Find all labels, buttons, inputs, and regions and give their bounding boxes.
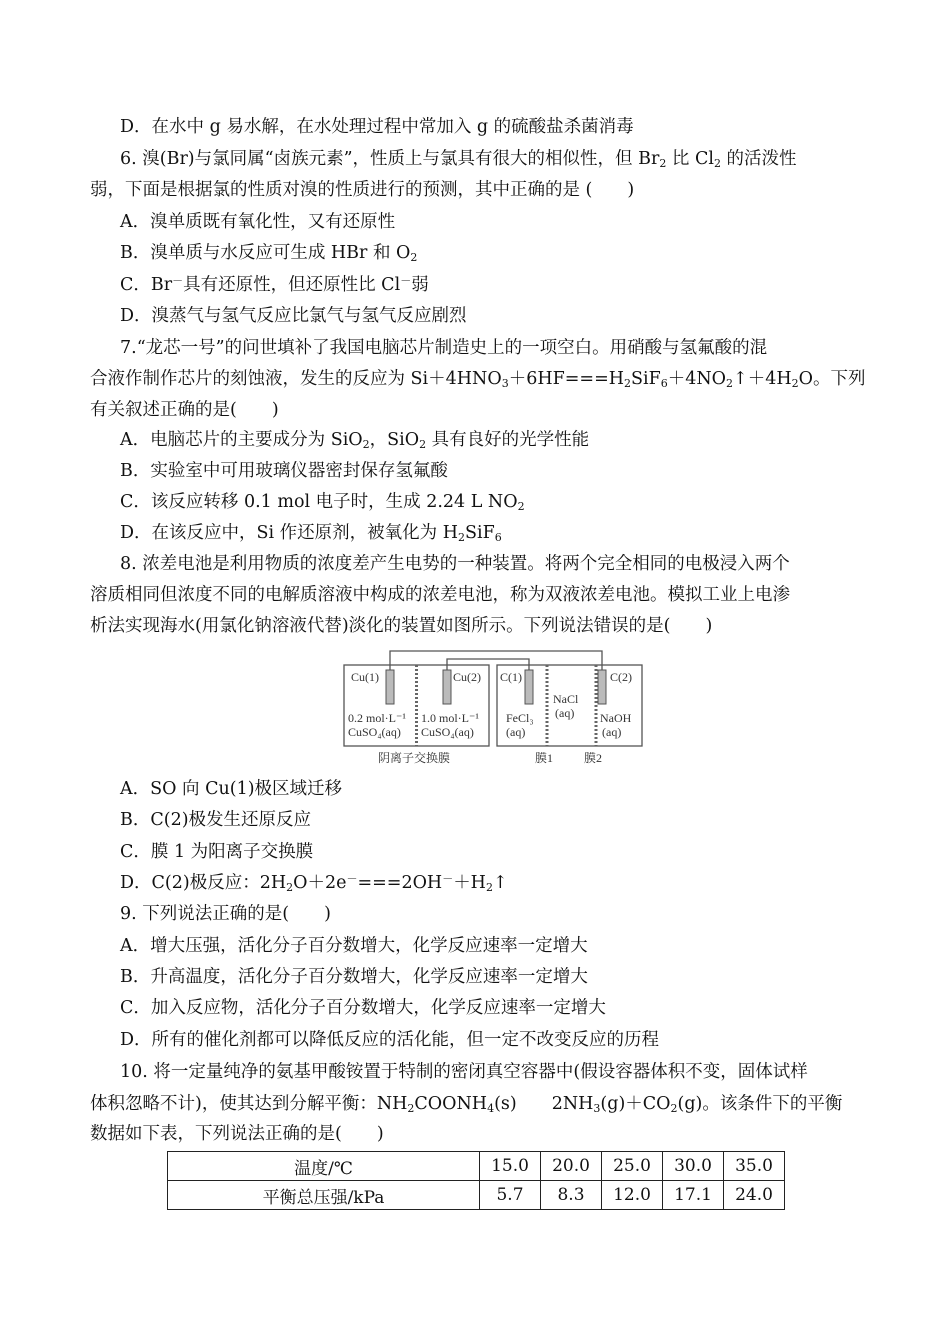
q7-option-d: D．在该反应中，Si 作还原剂，被氧化为 $H_2SiF_6$ bbox=[120, 523, 502, 544]
q9-option-a: A．增大压强，活化分子百分数增大，化学反应速率一定增大 bbox=[120, 936, 588, 956]
q10-stem-line3: 数据如下表，下列说法正确的是( ) bbox=[90, 1124, 384, 1144]
table-cell: 35.0 bbox=[724, 1152, 785, 1181]
q6-stem-line1: 6. 溴(Br)与氯同属“卤族元素”，性质上与氯具有很大的相似性，但 $Br_2$ 比 $Cl_2$ 的活泼性 bbox=[120, 149, 797, 170]
q8-stem-line3: 析法实现海水(用氯化钠溶液代替)淡化的装置如图所示。下列说法错误的是( ) bbox=[90, 616, 713, 636]
outer-wire bbox=[390, 651, 602, 671]
q9-stem: 9. 下列说法正确的是( ) bbox=[120, 904, 331, 924]
q8-stem-line2: 溶质相同但浓度不同的电解质溶液中构成的浓差电池，称为双液浓差电池。模拟工业上电渗 bbox=[90, 585, 790, 605]
q8-option-d: D．C(2)极反应：$2H_2O+2e^-===2OH^-+H_2↑$ bbox=[120, 872, 508, 894]
q7-stem-line2: 合液作制作芯片的刻蚀液，发生的反应为 $Si+4HNO_3+6HF===H_2SiF_6+4NO_2↑+4H_2O$。下列 bbox=[90, 369, 866, 390]
label-cu2: Cu(2) bbox=[453, 670, 481, 684]
concentration-cell-diagram bbox=[342, 643, 645, 768]
table-cell: 8.3 bbox=[541, 1181, 602, 1210]
table-cell: 20.0 bbox=[541, 1152, 602, 1181]
q6-option-d: D．溴蒸气与氢气反应比氯气与氢气反应剧烈 bbox=[120, 306, 467, 326]
label-c1: C(1) bbox=[500, 670, 522, 684]
table-row-temperature bbox=[168, 1152, 785, 1181]
label-conc1: 0.2 mol·L⁻¹ bbox=[348, 711, 406, 725]
label-fecl3: FeCl₃ bbox=[506, 711, 534, 725]
q6-option-a: A．溴单质既有氧化性，又有还原性 bbox=[120, 212, 396, 232]
table-header-temperature: 温度/℃ bbox=[168, 1152, 480, 1181]
equilibrium-data-table bbox=[167, 1151, 785, 1210]
q8-option-c: C．膜 1 为阳离子交换膜 bbox=[120, 842, 314, 862]
q6-option-b: B．溴单质与水反应可生成 HBr 和 $O_2$ bbox=[120, 243, 418, 264]
electrode-c2 bbox=[598, 670, 606, 704]
q6-stem-line2: 弱，下面是根据氯的性质对溴的性质进行的预测，其中正确的是 ( ) bbox=[90, 180, 635, 200]
table-row-pressure bbox=[168, 1181, 785, 1210]
label-membrane-2: 膜2 bbox=[584, 751, 603, 765]
table-cell: 15.0 bbox=[480, 1152, 541, 1181]
table-cell: 24.0 bbox=[724, 1181, 785, 1210]
table-cell: 17.1 bbox=[663, 1181, 724, 1210]
label-naoh: NaOH bbox=[600, 711, 632, 725]
q9-option-d: D．所有的催化剂都可以降低反应的活化能，但一定不改变反应的历程 bbox=[120, 1030, 660, 1050]
electrode-cu1 bbox=[386, 670, 394, 704]
label-fecl3-aq: (aq) bbox=[506, 725, 526, 739]
table-cell: 5.7 bbox=[480, 1181, 541, 1210]
q8-option-b: B．C(2)极发生还原反应 bbox=[120, 810, 312, 830]
label-c2: C(2) bbox=[610, 670, 632, 684]
label-membrane-1: 膜1 bbox=[535, 751, 554, 765]
label-sol2: CuSO₄(aq) bbox=[421, 725, 474, 739]
electrode-c1 bbox=[525, 670, 533, 704]
label-nacl-aq: (aq) bbox=[555, 706, 575, 720]
q7-option-c: C．该反应转移 0.1 mol 电子时，生成 2.24 L $NO_2$ bbox=[120, 492, 525, 513]
q7-option-b: B．实验室中可用玻璃仪器密封保存氢氟酸 bbox=[120, 461, 448, 481]
q10-stem-line2: 体积忽略不计)，使其达到分解平衡：$NH_2COONH_4(s)$ $2NH_3(g)+CO_2(g)$。该条件下的平衡 bbox=[90, 1094, 843, 1115]
label-sol1: CuSO₄(aq) bbox=[348, 725, 401, 739]
table-cell: 12.0 bbox=[602, 1181, 663, 1210]
table-header-pressure: 平衡总压强/kPa bbox=[168, 1181, 480, 1210]
label-conc2: 1.0 mol·L⁻¹ bbox=[421, 711, 479, 725]
label-cu1: Cu(1) bbox=[351, 670, 379, 684]
q8-option-a: A．SO 向 Cu(1)极区域迁移 bbox=[120, 779, 343, 799]
electrode-cu2 bbox=[443, 670, 451, 704]
q7-option-a: A．电脑芯片的主要成分为 SiO$_2$，SiO$_2$ 具有良好的光学性能 bbox=[120, 430, 590, 451]
q8-stem-line1: 8. 浓差电池是利用物质的浓度差产生电势的一种装置。将两个完全相同的电极浸入两个 bbox=[120, 554, 790, 574]
q6-option-c: C．Br－具有还原性，但还原性比 Cl－弱 bbox=[120, 274, 429, 295]
q9-option-b: B．升高温度，活化分子百分数增大，化学反应速率一定增大 bbox=[120, 967, 588, 987]
label-anion-membrane: 阴离子交换膜 bbox=[378, 751, 451, 765]
q5-option-d: D．在水中 g 易水解，在水处理过程中常加入 g 的硫酸盐杀菌消毒 bbox=[120, 117, 634, 137]
label-nacl: NaCl bbox=[553, 692, 579, 706]
table-cell: 30.0 bbox=[663, 1152, 724, 1181]
table-cell: 25.0 bbox=[602, 1152, 663, 1181]
q9-option-c: C．加入反应物，活化分子百分数增大，化学反应速率一定增大 bbox=[120, 998, 606, 1018]
q10-stem-line1: 10. 将一定量纯净的氨基甲酸铵置于特制的密闭真空容器中(假设容器体积不变，固体试样 bbox=[120, 1062, 808, 1082]
q7-stem-line3: 有关叙述正确的是( ) bbox=[90, 400, 279, 420]
q7-stem-line1: 7.“龙芯一号”的问世填补了我国电脑芯片制造史上的一项空白。用硝酸与氢氟酸的混 bbox=[120, 338, 768, 358]
label-naoh-aq: (aq) bbox=[602, 725, 622, 739]
